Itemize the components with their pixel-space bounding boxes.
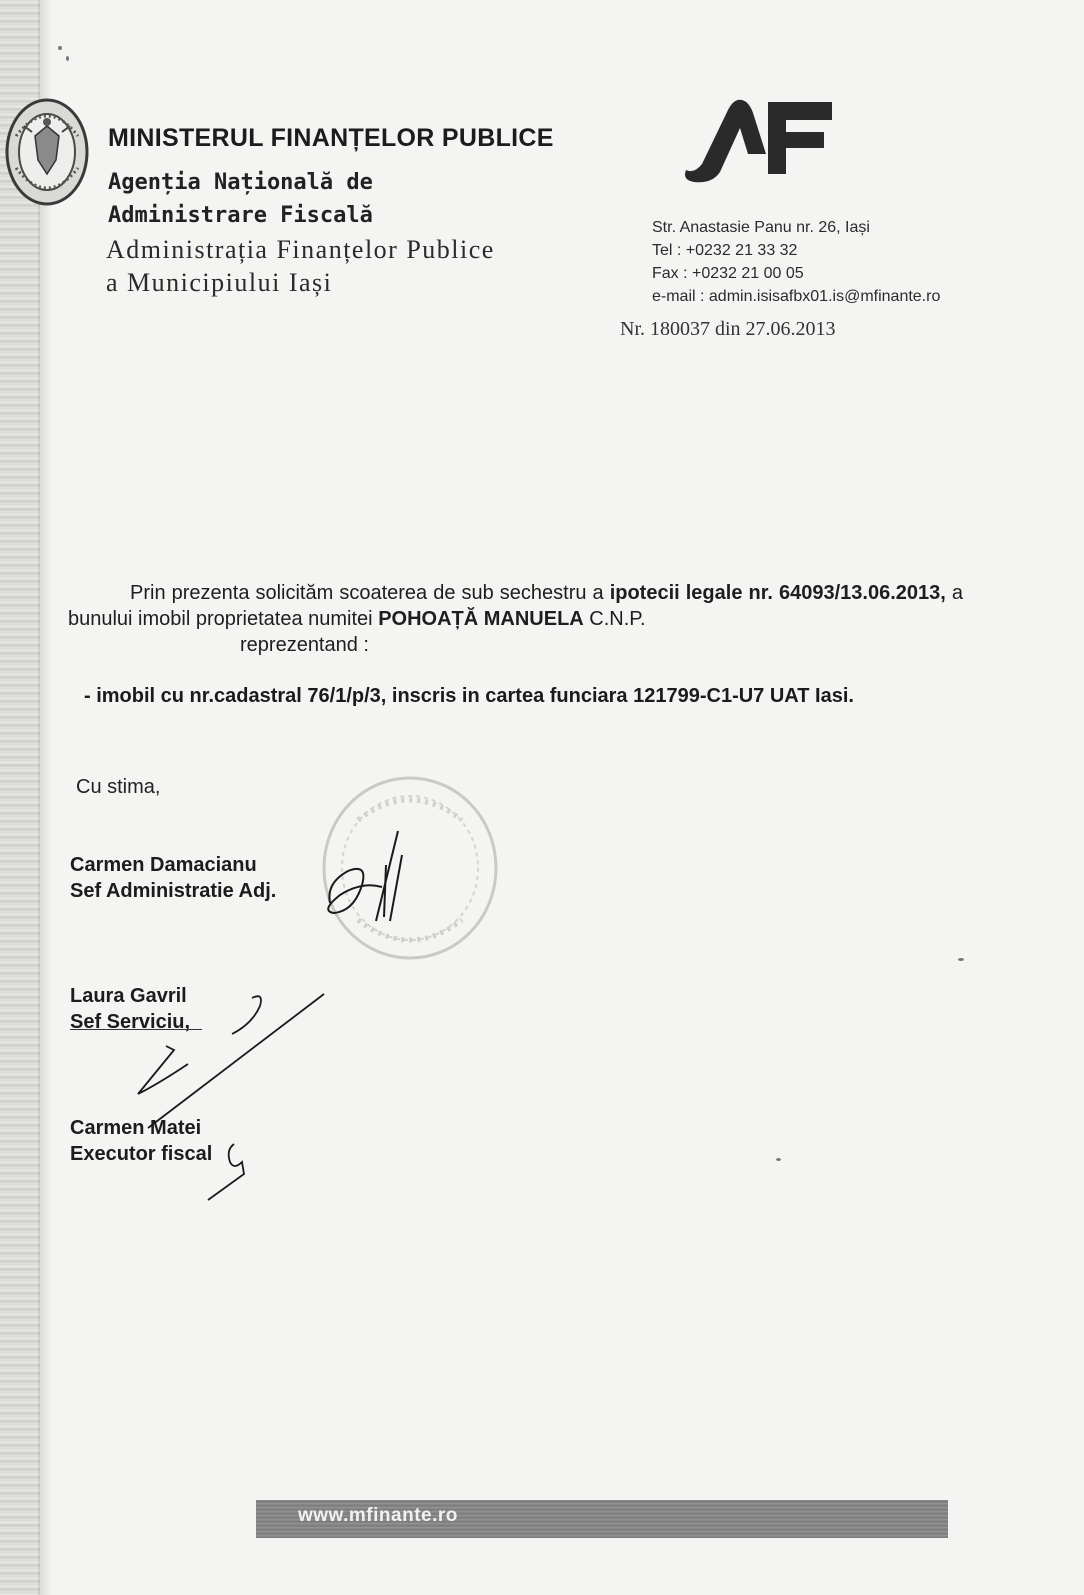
signature-1-icon [322, 825, 422, 930]
paragraph-text-b: a bunului imobil proprietatea numitei [68, 582, 963, 630]
signatory-1-title: Sef Administratie Adj. [70, 880, 277, 902]
admin-line-2: a Municipiului Iași [106, 268, 333, 297]
signature-2-icon [128, 990, 338, 1130]
request-paragraph [68, 580, 963, 658]
scan-edge-shadow [38, 0, 52, 1595]
scan-speck [776, 1158, 781, 1161]
footer-website: www.mfinante.ro [298, 1505, 458, 1526]
ministry-title: MINISTERUL FINANȚELOR PUBLICE [108, 124, 554, 152]
email-text: e-mail : admin.isisafbx01.is@mfinante.ro [652, 288, 941, 305]
scan-speck [66, 56, 69, 61]
agency-name [108, 166, 373, 232]
scan-edge [0, 0, 40, 1595]
signatory-2-name: Laura Gavril [70, 985, 187, 1007]
closing-salutation: Cu stima, [76, 776, 161, 798]
signatory-3 [70, 1115, 212, 1167]
scan-speck [958, 958, 964, 961]
agency-line-1: Agenția Națională de [108, 170, 373, 195]
signatory-1 [70, 852, 276, 904]
scan-speck [58, 46, 62, 50]
signatory-1-name: Carmen Damacianu [70, 854, 257, 876]
fax-text: Fax : +0232 21 00 05 [652, 265, 804, 282]
paragraph-line-2: reprezentand : [240, 634, 369, 656]
signature-3-icon [200, 1140, 260, 1205]
signatory-3-title: Executor fiscal [70, 1143, 213, 1165]
signature-underline [70, 1029, 202, 1030]
document-number: Nr. 180037 din 27.06.2013 [620, 318, 836, 340]
signatory-3-name: Carmen Matei [70, 1117, 202, 1139]
address-text: Str. Anastasie Panu nr. 26, Iași [652, 219, 870, 236]
administration-name [106, 233, 495, 299]
paragraph-text-a: Prin prezenta solicităm scoaterea de sub sechestru a [130, 582, 610, 604]
owner-name: POHOAȚĂ MANUELA [378, 608, 584, 630]
paragraph-text-c: C.N.P. [583, 608, 646, 630]
admin-line-1: Administrația Finanțelor Publice [106, 235, 495, 264]
legal-mortgage-ref: ipotecii legale nr. 64093/13.06.2013, [609, 582, 946, 604]
contact-block [652, 216, 940, 308]
romania-seal-icon [4, 96, 90, 208]
paragraph-main [68, 580, 963, 632]
tel-text: Tel : +0232 21 33 32 [652, 242, 798, 259]
property-item: - imobil cu nr.cadastral 76/1/p/3, inscris in cartea funciara 121799-C1-U7 UAT Iasi. [84, 685, 854, 707]
signatory-2-title: Sef Serviciu, [70, 1011, 191, 1033]
af-logo-icon [680, 92, 840, 188]
agency-line-2: Administrare Fiscală [108, 203, 373, 228]
